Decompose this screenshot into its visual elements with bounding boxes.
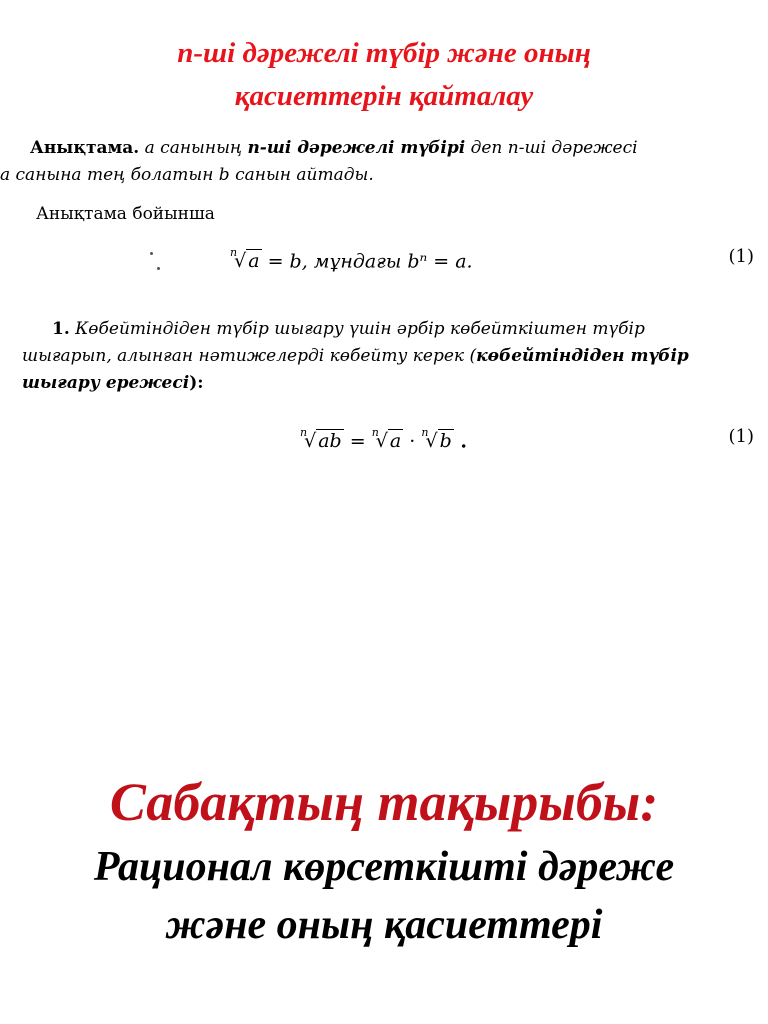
rule-text-1: Көбейтіндіден түбір шығару үшін әрбір көбейткіштен түбір (69, 319, 645, 339)
scan-speck (150, 252, 153, 255)
definition-text-1: a санының (139, 138, 248, 158)
formula-product-root (300, 423, 467, 455)
product-root-rule (22, 316, 758, 397)
header-line-2: қасиеттерін қайталау (234, 80, 534, 112)
root-index: n (371, 426, 379, 439)
radicand: ab (318, 430, 342, 453)
formula2-end: . (453, 430, 467, 453)
times-sign: · (403, 430, 422, 453)
formula1-rest: = b, мұндағы bⁿ = a. (261, 250, 473, 273)
scan-speck (157, 267, 160, 270)
definition-label: Анықтама. (30, 138, 140, 158)
radical-sign: $^n$√ a (371, 426, 402, 453)
radicand: a (248, 250, 260, 273)
root-index: n (300, 426, 308, 439)
lesson-topic-line-1: Рационал көрсеткішті дәреже (93, 844, 675, 890)
equation-number: (1) (728, 246, 754, 267)
lesson-topic-line-2: және оның қасиеттері (165, 902, 603, 948)
definition-text-2: деп n-ші дәрежесі (465, 138, 638, 158)
definition-term: n-ші дәрежелі түбірі (247, 138, 466, 158)
definition-paragraph (0, 135, 758, 189)
header-line-1: n-ші дәрежелі түбір және оның (177, 37, 591, 69)
radical-sign: $^n$√ ab (300, 426, 342, 453)
lesson-topic-label: Сабақтың тақырыбы: (109, 772, 659, 832)
equals-sign: = (343, 430, 372, 453)
root-index: n (230, 246, 238, 259)
rule-number: 1. (52, 319, 70, 339)
scanned-textbook-excerpt (0, 125, 768, 455)
root-index: n (421, 426, 429, 439)
rule-name-part-2: шығару ережесі (22, 373, 190, 393)
rule-text-2: шығарып, алынған нәтижелерді көбейту керек ( (22, 346, 477, 366)
radical-sign: $^n$√ b (421, 426, 452, 453)
lesson-topic-title (0, 838, 768, 954)
formula-nth-root-definition (230, 243, 473, 275)
radicand: b (439, 430, 452, 453)
slide-header-title (0, 32, 768, 118)
equation-number: (1) (728, 426, 754, 447)
rule-text-3: ): (189, 373, 204, 393)
definition-line-2: a санына тең болатын b санын айтады. (0, 165, 374, 185)
radicand: a (389, 430, 402, 453)
by-definition-text: Анықтама бойынша (36, 204, 215, 224)
rule-name-part-1: көбейтіндіден түбір (476, 346, 689, 366)
radical-sign: $^n$√ a (230, 246, 260, 273)
